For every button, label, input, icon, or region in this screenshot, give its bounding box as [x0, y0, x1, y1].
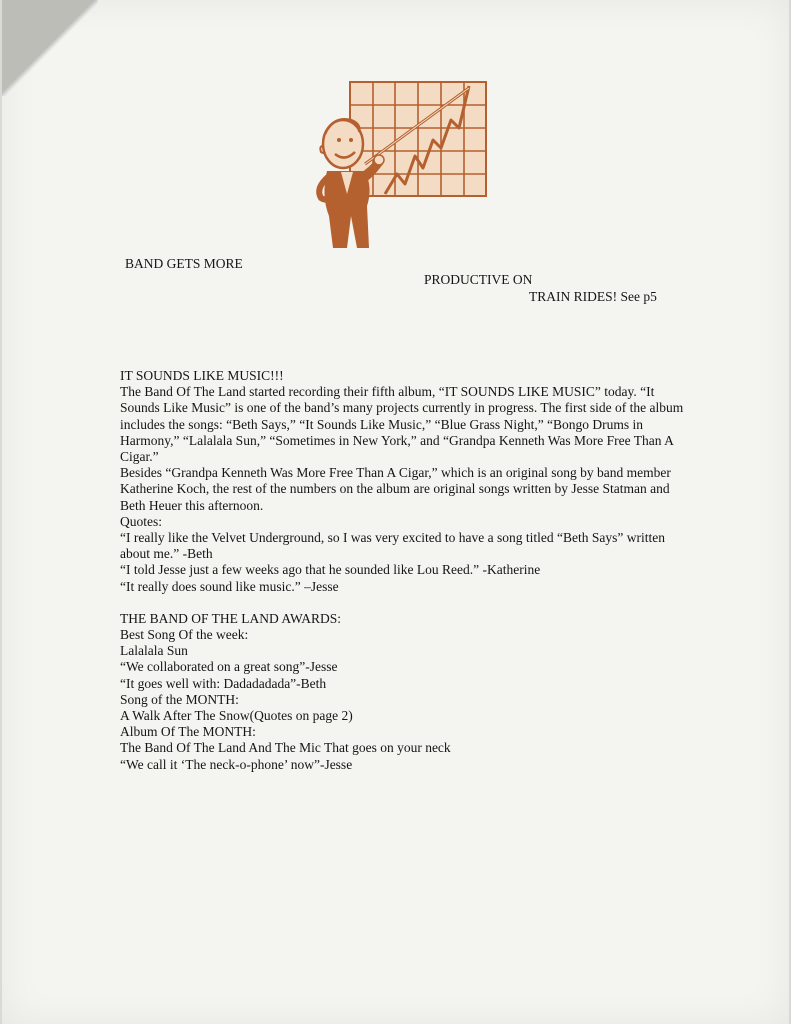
article-paragraph-1: The Band Of The Land started recording their fifth album, “IT SOUNDS LIKE MUSIC” today. “It Sounds Like Music” is one of the band’s many projects currently in progress. The first side of the album includes the songs: “Beth Says,” “It Sounds Like Music,” “Blue Grass Night,” “Bongo Drums in Harmony,” “Lalalala Sun,” “Sometimes in New York,” and “Grandpa Kenneth Was More Free Than A Cigar.” [120, 384, 684, 465]
folded-corner [2, 0, 98, 96]
album-month-value: The Band Of The Land And The Mic That goes on your neck [120, 740, 451, 756]
quote-beth: “I really like the Velvet Underground, so I was very excited to have a song titled “Beth Says” written about me.” -Beth [120, 530, 665, 562]
businessman-pointing-at-growth-chart-icon [307, 76, 492, 256]
album-month-label: Album Of The MONTH: [120, 724, 256, 740]
article-title: IT SOUNDS LIKE MUSIC!!! [120, 368, 284, 383]
article-paragraph-2: Besides “Grandpa Kenneth Was More Free Than A Cigar,” which is an original song by band member Katherine Koch, the rest of the numbers on the album are original songs written by Jesse Statman and Beth Heuer this afternoon. [120, 465, 671, 513]
headline-part-3: TRAIN RIDES! See p5 [529, 289, 657, 304]
song-month-value: A Walk After The Snow(Quotes on page 2) [120, 708, 353, 724]
headline-part-2: PRODUCTIVE ON [424, 272, 533, 287]
best-song-label: Best Song Of the week: [120, 627, 249, 643]
best-song-value: Lalalala Sun [120, 643, 188, 659]
article-body [120, 368, 685, 773]
song-month-label: Song of the MONTH: [120, 691, 239, 707]
awards-title: THE BAND OF THE LAND AWARDS: [120, 610, 342, 626]
album-month-quote: “We call it ‘The neck-o-phone’ now”-Jesse [120, 756, 353, 772]
best-song-quote-1: “We collaborated on a great song”-Jesse [120, 659, 338, 675]
newsletter-page [2, 0, 789, 1024]
quotes-label: Quotes: [120, 513, 162, 529]
quote-katherine: “I told Jesse just a few weeks ago that he sounded like Lou Reed.” -Katherine [120, 562, 541, 578]
headline-part-1: BAND GETS MORE [125, 256, 243, 271]
quote-jesse: “It really does sound like music.” –Jesse [120, 578, 339, 594]
best-song-quote-2: “It goes well with: Dadadadada”-Beth [120, 675, 327, 691]
